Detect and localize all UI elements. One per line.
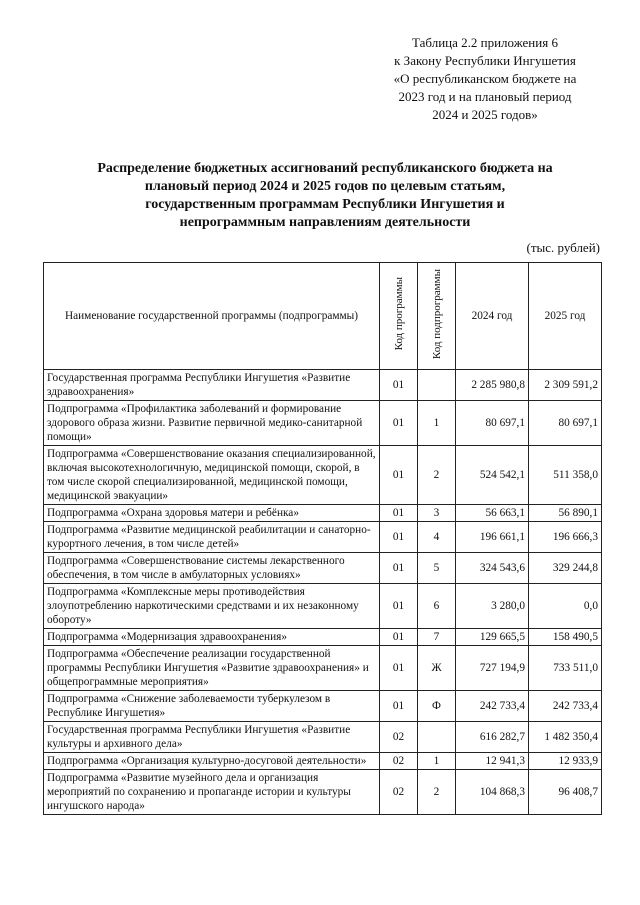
- table-row: [44, 584, 602, 629]
- cell-subprogram-code: 4: [418, 522, 456, 553]
- table-row: [44, 522, 602, 553]
- cell-program-code: 01: [380, 370, 418, 401]
- cell-program-code: 01: [380, 584, 418, 629]
- cell-amount-2025: 196 666,3: [529, 522, 602, 553]
- cell-program-code: 01: [380, 553, 418, 584]
- header-subprogram-code-text: Код подпрограммы: [430, 268, 443, 360]
- cell-subprogram-code: [418, 722, 456, 753]
- cell-amount-2024: 324 543,6: [456, 553, 529, 584]
- header-program-code-text: Код программы: [392, 277, 405, 351]
- budget-table: [43, 262, 602, 815]
- cell-program-name: Подпрограмма «Организация культурно-досуговой деятельности»: [44, 753, 380, 770]
- table-row: [44, 753, 602, 770]
- cell-amount-2024: 196 661,1: [456, 522, 529, 553]
- cell-subprogram-code: 1: [418, 401, 456, 446]
- table-row: [44, 553, 602, 584]
- cell-program-code: 01: [380, 446, 418, 505]
- appendix-line: 2024 и 2025 годов»: [432, 107, 538, 122]
- cell-program-name: Подпрограмма «Комплексные меры противодействия злоупотреблению наркотическими средствами и их незаконному обороту»: [44, 584, 380, 629]
- appendix-line: 2023 год и на плановый период: [398, 89, 572, 104]
- appendix-line: «О республиканском бюджете на: [393, 71, 577, 86]
- cell-amount-2024: 242 733,4: [456, 691, 529, 722]
- title-line: государственным программам Республики Ингушетия и: [145, 197, 505, 212]
- cell-amount-2024: 56 663,1: [456, 505, 529, 522]
- cell-subprogram-code: 2: [418, 446, 456, 505]
- cell-program-code: 01: [380, 629, 418, 646]
- title-line: непрограммным направлениям деятельности: [179, 215, 471, 230]
- cell-amount-2025: 56 890,1: [529, 505, 602, 522]
- cell-program-name: Подпрограмма «Совершенствование системы лекарственного обеспечения, в том числе в амбулаторных условиях»: [44, 553, 380, 584]
- title-line: Распределение бюджетных ассигнований республиканского бюджета на: [97, 161, 553, 176]
- cell-program-code: 01: [380, 505, 418, 522]
- cell-program-code: 01: [380, 691, 418, 722]
- appendix-reference: [360, 34, 610, 124]
- table-row: [44, 401, 602, 446]
- table-row: [44, 370, 602, 401]
- table-row: [44, 722, 602, 753]
- cell-amount-2024: 727 194,9: [456, 646, 529, 691]
- cell-amount-2025: 2 309 591,2: [529, 370, 602, 401]
- cell-amount-2025: 96 408,7: [529, 770, 602, 815]
- cell-amount-2025: 511 358,0: [529, 446, 602, 505]
- cell-program-code: 01: [380, 522, 418, 553]
- cell-amount-2024: 80 697,1: [456, 401, 529, 446]
- cell-program-name: Подпрограмма «Развитие музейного дела и организация мероприятий по сохранению и пропаганде истории и культуры ингушского народа»: [44, 770, 380, 815]
- cell-program-code: 02: [380, 770, 418, 815]
- cell-subprogram-code: 6: [418, 584, 456, 629]
- cell-amount-2025: 1 482 350,4: [529, 722, 602, 753]
- cell-amount-2024: 616 282,7: [456, 722, 529, 753]
- cell-amount-2024: 524 542,1: [456, 446, 529, 505]
- cell-amount-2025: 158 490,5: [529, 629, 602, 646]
- cell-subprogram-code: 3: [418, 505, 456, 522]
- title-line: плановый период 2024 и 2025 годов по целевым статьям,: [144, 179, 506, 194]
- table-row: [44, 770, 602, 815]
- cell-amount-2025: 242 733,4: [529, 691, 602, 722]
- cell-program-name: Подпрограмма «Модернизация здравоохранения»: [44, 629, 380, 646]
- units-label: (тыс. рублей): [526, 240, 600, 255]
- header-subprogram-code: [418, 263, 456, 370]
- table-row: [44, 629, 602, 646]
- cell-subprogram-code: 1: [418, 753, 456, 770]
- cell-program-name: Подпрограмма «Профилактика заболеваний и формирование здорового образа жизни. Развитие первичной медико-санитарной помощи»: [44, 401, 380, 446]
- header-program-name-text: Наименование государственной программы (подпрограммы): [64, 310, 359, 322]
- cell-program-name: Подпрограмма «Охрана здоровья матери и ребёнка»: [44, 505, 380, 522]
- cell-amount-2024: 104 868,3: [456, 770, 529, 815]
- cell-amount-2025: 0,0: [529, 584, 602, 629]
- cell-program-name: Государственная программа Республики Ингушетия «Развитие культуры и архивного дела»: [44, 722, 380, 753]
- cell-program-name: Подпрограмма «Совершенствование оказания специализированной, включая высокотехнологичную, медицинской помощи, скорой, в том числе скорой специализированной, медицинской помощи, медицинской эвакуации»: [44, 446, 380, 505]
- cell-program-code: 02: [380, 722, 418, 753]
- cell-subprogram-code: [418, 370, 456, 401]
- cell-program-name: Подпрограмма «Снижение заболеваемости туберкулезом в Республике Ингушетия»: [44, 691, 380, 722]
- header-program-name: [44, 263, 380, 370]
- cell-program-name: Подпрограмма «Развитие медицинской реабилитации и санаторно-курортного лечения, в том числе детей»: [44, 522, 380, 553]
- cell-amount-2024: 2 285 980,8: [456, 370, 529, 401]
- cell-amount-2024: 3 280,0: [456, 584, 529, 629]
- cell-amount-2025: 12 933,9: [529, 753, 602, 770]
- header-program-code: [380, 263, 418, 370]
- cell-program-code: 01: [380, 646, 418, 691]
- cell-program-name: Государственная программа Республики Ингушетия «Развитие здравоохранения»: [44, 370, 380, 401]
- cell-subprogram-code: Ж: [418, 646, 456, 691]
- cell-amount-2024: 129 665,5: [456, 629, 529, 646]
- header-year-2025: 2025 год: [529, 263, 602, 370]
- cell-program-code: 01: [380, 401, 418, 446]
- cell-program-code: 02: [380, 753, 418, 770]
- cell-subprogram-code: 7: [418, 629, 456, 646]
- cell-amount-2025: 329 244,8: [529, 553, 602, 584]
- document-title: [80, 160, 570, 232]
- cell-subprogram-code: 2: [418, 770, 456, 815]
- cell-program-name: Подпрограмма «Обеспечение реализации государственной программы Республики Ингушетия «Развитие здравоохранения» и общепрограммные мероприятия»: [44, 646, 380, 691]
- cell-amount-2025: 733 511,0: [529, 646, 602, 691]
- cell-amount-2024: 12 941,3: [456, 753, 529, 770]
- table-row: [44, 505, 602, 522]
- table-row: [44, 646, 602, 691]
- table-header-row: [44, 263, 602, 370]
- appendix-line: Таблица 2.2 приложения 6: [412, 35, 558, 50]
- appendix-line: к Закону Республики Ингушетия: [394, 53, 576, 68]
- cell-subprogram-code: 5: [418, 553, 456, 584]
- cell-subprogram-code: Ф: [418, 691, 456, 722]
- table-row: [44, 446, 602, 505]
- table-row: [44, 691, 602, 722]
- header-year-2024: 2024 год: [456, 263, 529, 370]
- cell-amount-2025: 80 697,1: [529, 401, 602, 446]
